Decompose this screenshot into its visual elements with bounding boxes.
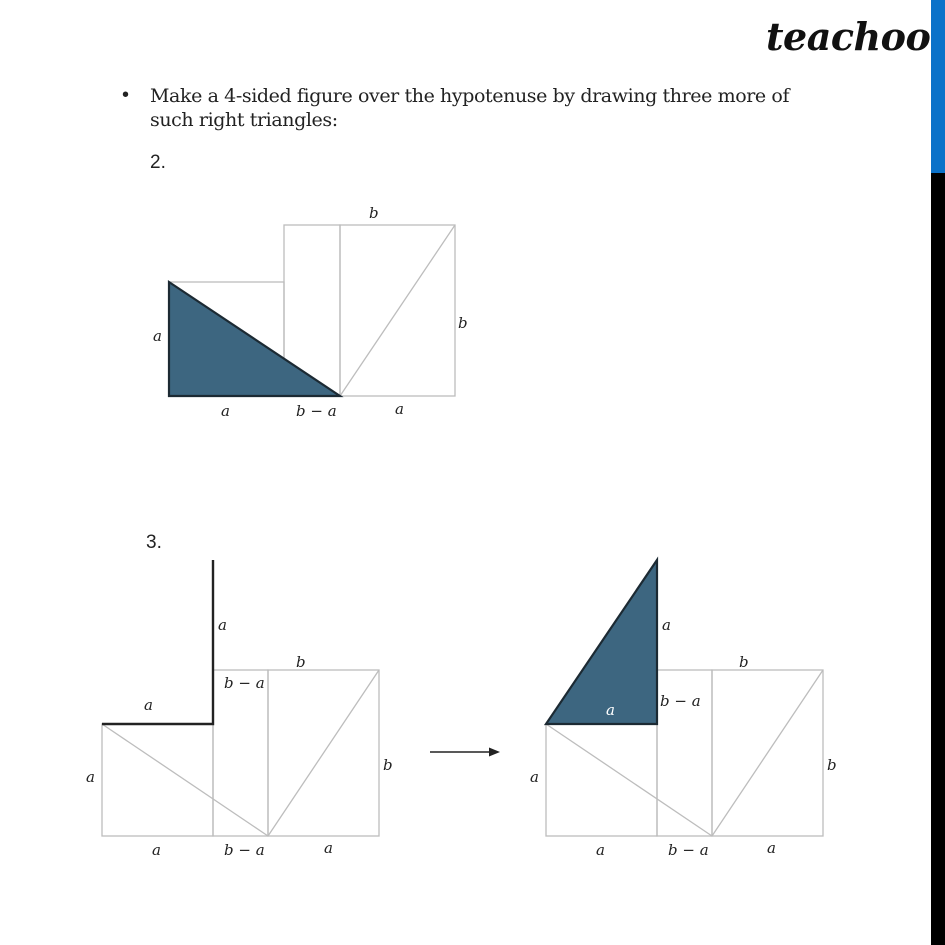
fig3l-diagonal-2 <box>268 670 379 836</box>
fig2-label-right-b: b <box>458 314 468 332</box>
fig3l-label-right-b: b <box>383 756 393 774</box>
intro-text: Make a 4-sided figure over the hypotenuse by drawing three more of such right triangles: <box>150 85 790 131</box>
fig2-label-bottom-a1: a <box>221 402 230 420</box>
figure-2 <box>153 204 468 420</box>
figure-3-left <box>86 560 393 859</box>
fig2-diagonal <box>340 225 455 396</box>
figure-3-right <box>530 560 837 859</box>
fig3l-box-a <box>102 724 213 836</box>
fig2-label-bottom-b-minus-a: b − a <box>296 402 337 420</box>
fig3l-label-vertical-a: a <box>218 616 227 634</box>
fig3l-label-bottom-b-minus-a: b − a <box>224 841 265 859</box>
bullet-point: • <box>122 84 130 106</box>
fig2-shaded-triangle <box>169 282 340 396</box>
fig3l-diagonal-1 <box>102 724 268 836</box>
arrow-right-icon <box>430 748 500 757</box>
fig3l-bold-outline <box>102 560 213 724</box>
fig2-label-top-b: b <box>369 204 379 222</box>
fig3r-diagonal-1 <box>546 724 712 836</box>
fig3l-label-bottom-a1: a <box>152 841 161 859</box>
fig3r-label-bottom-a2: a <box>767 839 776 857</box>
fig3l-label-left-a: a <box>86 768 95 786</box>
fig3l-box-b-minus-a <box>213 670 268 836</box>
fig3r-shaded-triangle <box>546 560 657 724</box>
fig3r-label-bottom-b-minus-a: b − a <box>668 841 709 859</box>
fig3r-label-left-a: a <box>530 768 539 786</box>
fig3r-label-top-b: b <box>739 653 749 671</box>
step-2-number: 2. <box>150 152 166 173</box>
fig3r-label-triangle-a: a <box>606 701 615 719</box>
fig3l-label-horizontal-a: a <box>144 696 153 714</box>
fig3r-label-bottom-a1: a <box>596 841 605 859</box>
fig3r-label-inner-b-minus-a: b − a <box>660 692 701 710</box>
fig3l-label-top-b: b <box>296 653 306 671</box>
fig2-label-left-a: a <box>153 327 162 345</box>
teachoo-logo: teachoo <box>766 14 931 59</box>
fig3r-label-vertical-a: a <box>662 616 671 634</box>
fig3r-box-a <box>546 724 657 836</box>
fig3l-label-bottom-a2: a <box>324 839 333 857</box>
fig3r-diagonal-2 <box>712 670 823 836</box>
fig3l-label-inner-b-minus-a: b − a <box>224 674 265 692</box>
fig2-label-bottom-a2: a <box>395 400 404 418</box>
fig3r-label-right-b: b <box>827 756 837 774</box>
step-3-number: 3. <box>146 532 162 553</box>
